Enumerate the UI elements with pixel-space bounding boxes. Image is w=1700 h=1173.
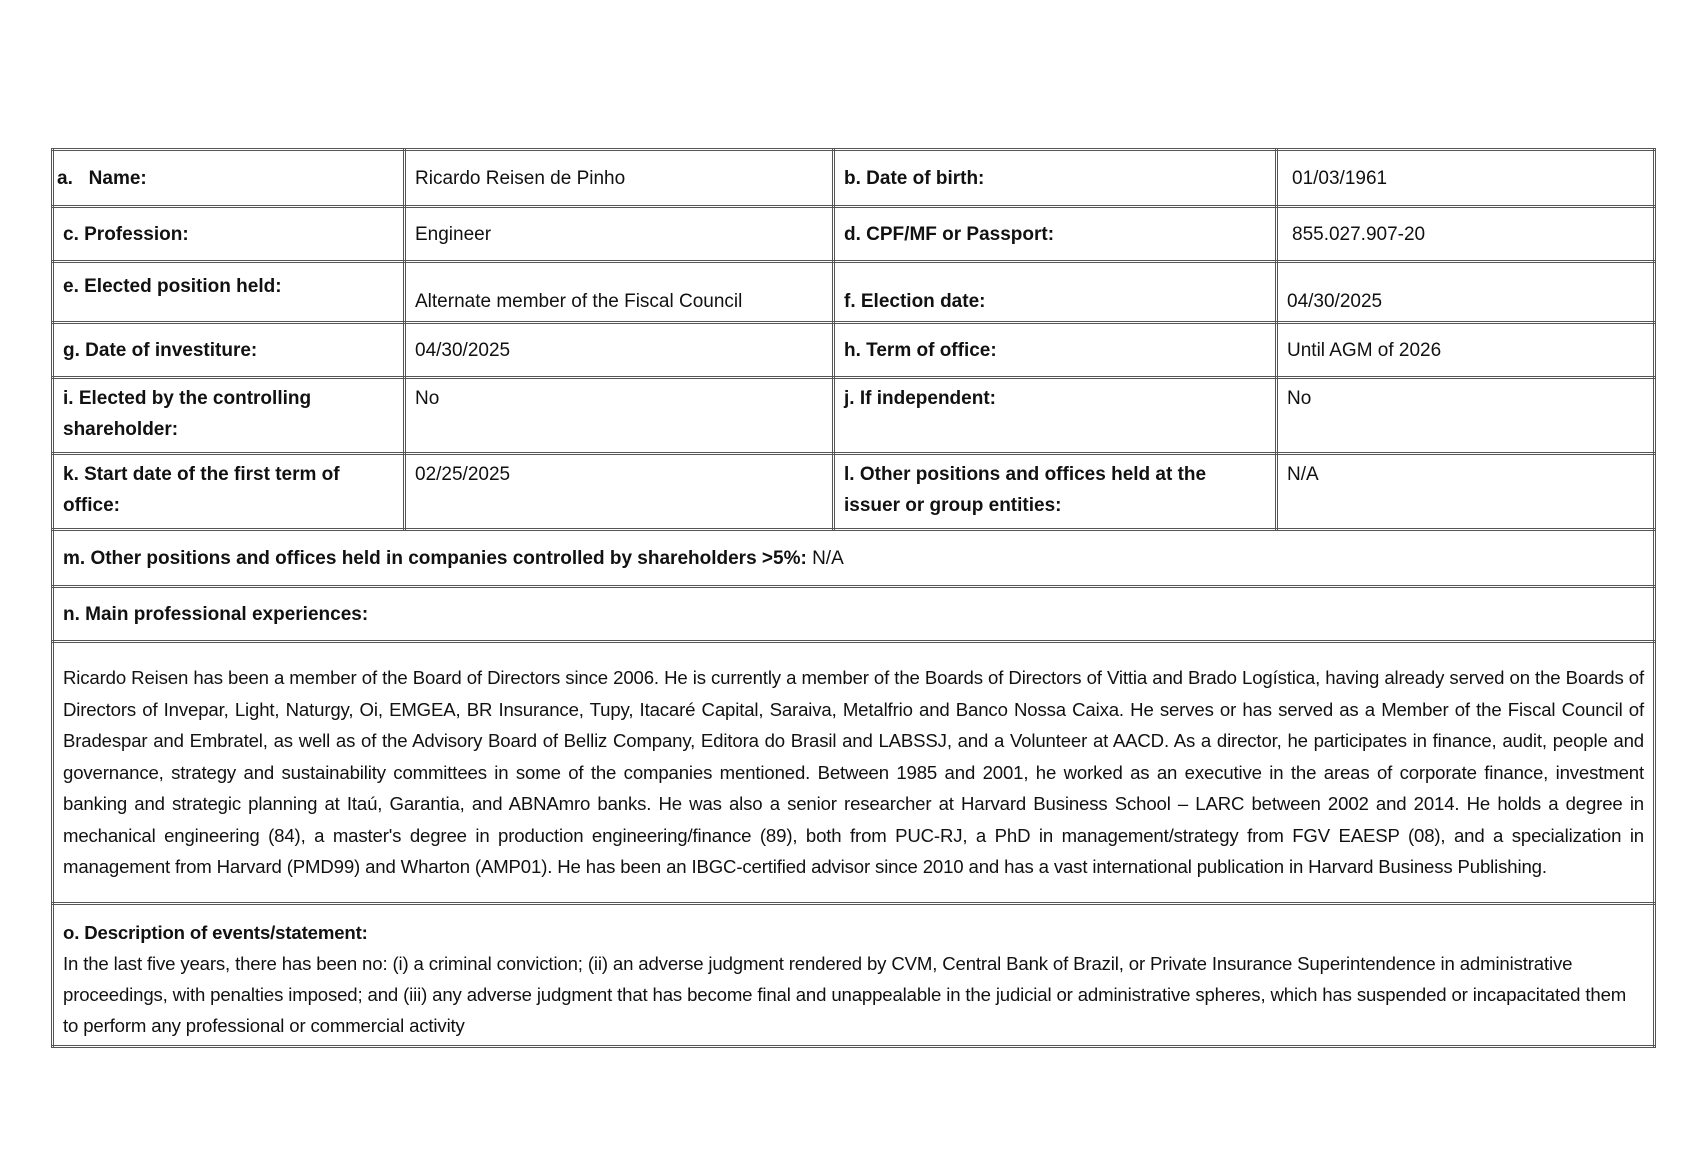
date-of-birth-label: b. Date of birth: xyxy=(834,150,1277,207)
statement-cell xyxy=(53,904,1655,1047)
election-date-label: f. Election date: xyxy=(834,262,1277,323)
name-value: Ricardo Reisen de Pinho xyxy=(405,150,834,207)
name-label: a. Name: xyxy=(53,150,405,207)
investiture-date-label: g. Date of investiture: xyxy=(53,323,405,378)
term-of-office-label: h. Term of office: xyxy=(834,323,1277,378)
elected-by-controlling-label: i. Elected by the controlling shareholder: xyxy=(53,378,405,454)
other-positions-shareholders-label: m. Other positions and offices held in companies controlled by shareholders >5%: xyxy=(63,547,807,569)
officer-info-table xyxy=(51,148,1656,1048)
term-of-office-value: Until AGM of 2026 xyxy=(1277,323,1655,378)
cpf-passport-label: d. CPF/MF or Passport: xyxy=(834,207,1277,262)
first-term-start-value: 02/25/2025 xyxy=(405,454,834,530)
professional-experience-text: Ricardo Reisen has been a member of the Board of Directors since 2006. He is currently a member of the Boards of Directors of Vittia and Brado Logística, having already served on the Boards of Directors of Invepar, Light, Naturgy, Oi, EMGEA, BR Insurance, Tupy, Itacaré Capital, Saraiva, Metalfrio and Banco Nossa Caixa. He serves or has served as a Member of the Fiscal Council of Bradespar and Embratel, as well as of the Advisory Board of Belliz Company, Editora do Brasil and LABSSJ, and a Volunteer at AACD. As a director, he participates in finance, audit, people and governance, strategy and sustainability committees in some of the companies mentioned. Between 1985 and 2001, he worked as an executive in the areas of corporate finance, investment banking and strategic planning at Itaú, Garantia, and ABNAmro banks. He was also a senior researcher at Harvard Business School – LARC between 2002 and 2014. He holds a degree in mechanical engineering (84), a master's degree in production engineering/finance (89), both from PUC-RJ, a PhD in management/strategy from FGV EAESP (08), and a specialization in management from Harvard (PMD99) and Wharton (AMP01). He has been an IBGC-certified advisor since 2010 and has a vast international publication in Harvard Business Publishing. xyxy=(53,642,1655,904)
other-positions-shareholders-row xyxy=(53,530,1655,587)
elected-position-label: e. Elected position held: xyxy=(53,262,405,323)
independent-label: j. If independent: xyxy=(834,378,1277,454)
other-positions-shareholders-value: N/A xyxy=(812,547,844,569)
other-positions-issuer-value: N/A xyxy=(1277,454,1655,530)
statement-text: In the last five years, there has been no: (i) a criminal conviction; (ii) an adverse judgment rendered by CVM, Central Bank of Brazil, or Private Insurance Superintendence in administrative proceedings, with penalties imposed; and (iii) any adverse judgment that has become final and unappealable in the judicial or administrative spheres, which has suspended or incapacitated them to perform any professional or commercial activity xyxy=(63,953,1627,1036)
independent-value: No xyxy=(1277,378,1655,454)
elected-by-controlling-value: No xyxy=(405,378,834,454)
profession-value: Engineer xyxy=(405,207,834,262)
investiture-date-value: 04/30/2025 xyxy=(405,323,834,378)
cpf-passport-value: 855.027.907-20 xyxy=(1277,207,1655,262)
professional-experience-label: n. Main professional experiences: xyxy=(53,587,1655,642)
elected-position-value: Alternate member of the Fiscal Council xyxy=(405,262,834,323)
date-of-birth-value: 01/03/1961 xyxy=(1277,150,1655,207)
first-term-start-label: k. Start date of the first term of office: xyxy=(53,454,405,530)
statement-label: o. Description of events/statement: xyxy=(63,922,368,943)
election-date-value: 04/30/2025 xyxy=(1277,262,1655,323)
profession-label: c. Profession: xyxy=(53,207,405,262)
other-positions-issuer-label: l. Other positions and offices held at the issuer or group entities: xyxy=(834,454,1277,530)
